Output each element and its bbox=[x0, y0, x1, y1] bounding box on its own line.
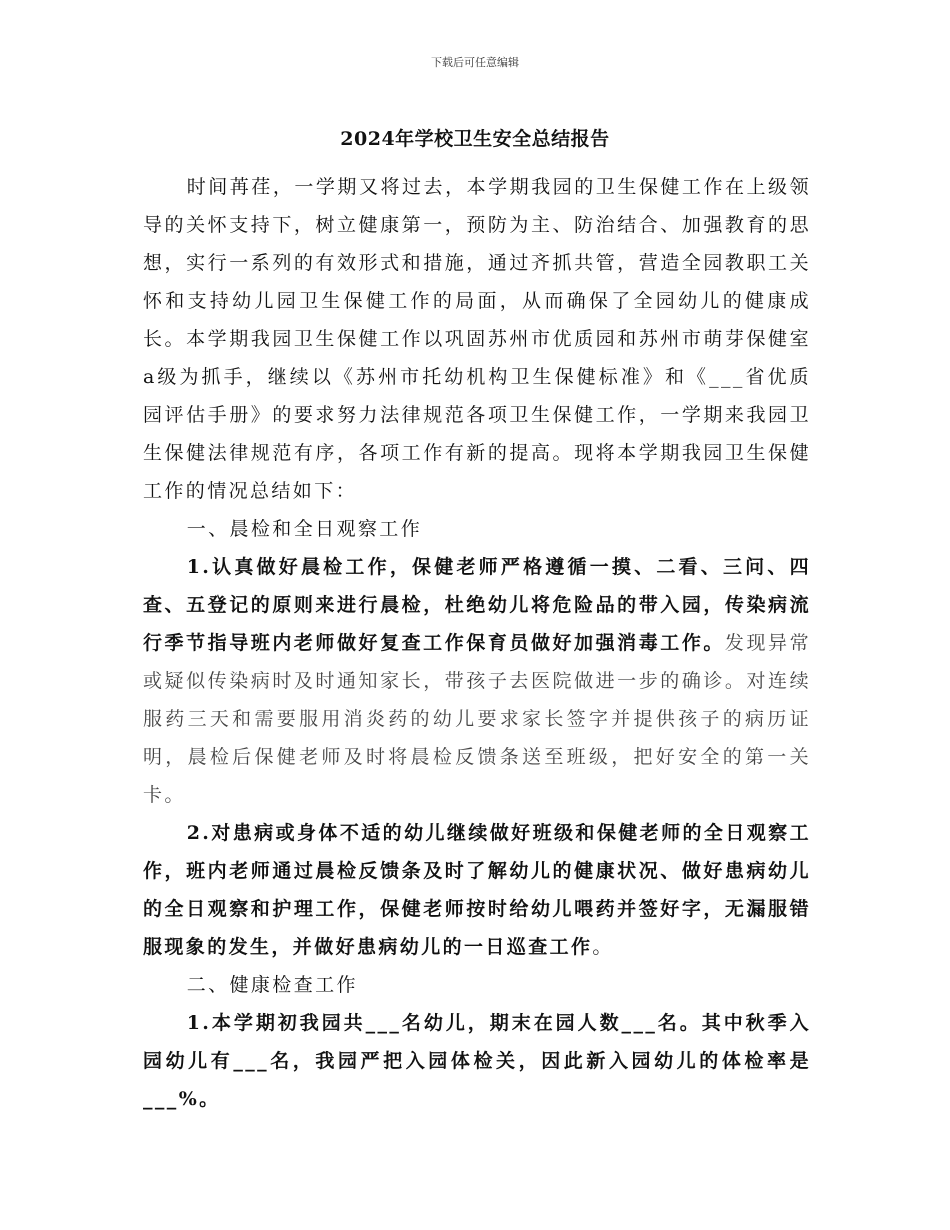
section1-item2 bbox=[143, 814, 811, 966]
document-title: 2024年学校卫生安全总结报告 bbox=[340, 128, 610, 150]
document-body bbox=[143, 168, 811, 1118]
section1-item2-bold: 2.对患病或身体不适的幼儿继续做好班级和保健老师的全日观察工作，班内老师通过晨检反馈条及时了解幼儿的健康状况、做好患病幼儿的全日观察和护理工作，保健老师按时给幼儿喂药并签好字，无漏服错服现象的发生，并做好患病幼儿的一日巡查工作 bbox=[143, 822, 811, 958]
section1-item1-rest: 发现异常或疑似传染病时及时通知家长，带孩子去医院做进一步的确诊。对连续服药三天和需要服用消炎药的幼儿要求家长签字并提供孩子的病历证明，晨检后保健老师及时将晨检反馈条送至班级，把好安全的第一关卡。 bbox=[143, 632, 811, 806]
section-heading-2: 二、健康检查工作 bbox=[186, 974, 358, 996]
section1-item1-bold: 1.认真做好晨检工作，保健老师严格遵循一摸、二看、三问、四查、五登记的原则来进行晨检，杜绝幼儿将危险品的带入园，传染病流行季节指导班内老师做好复查工作保育员做好加强消毒工作。 bbox=[143, 556, 811, 654]
header-note: 下载后可任意编辑 bbox=[431, 56, 519, 69]
section2-item1: 1.本学期初我园共___名幼儿，期末在园人数___名。其中秋季入园幼儿有___名，我园严把入园体检关，因此新入园幼儿的体检率是___%。 bbox=[143, 1012, 811, 1110]
section1-item2-end: 。 bbox=[592, 936, 614, 958]
section-heading-1: 一、晨检和全日观察工作 bbox=[186, 518, 423, 540]
section1-item1 bbox=[143, 548, 811, 814]
intro-paragraph: 时间苒荏，一学期又将过去，本学期我园的卫生保健工作在上级领导的关怀支持下，树立健康第一，预防为主、防治结合、加强教育的思想，实行一系列的有效形式和措施，通过齐抓共管，营造全园教职工关怀和支持幼儿园卫生保健工作的局面，从而确保了全园幼儿的健康成长。本学期我园卫生保健工作以巩固苏州市优质园和苏州市萌芽保健室a级为抓手，继续以《苏州市托幼机构卫生保健标准》和《___省优质园评估手册》的要求努力法律规范各项卫生保健工作，一学期来我园卫生保健法律规范有序，各项工作有新的提高。现将本学期我园卫生保健工作的情况总结如下： bbox=[143, 176, 811, 502]
